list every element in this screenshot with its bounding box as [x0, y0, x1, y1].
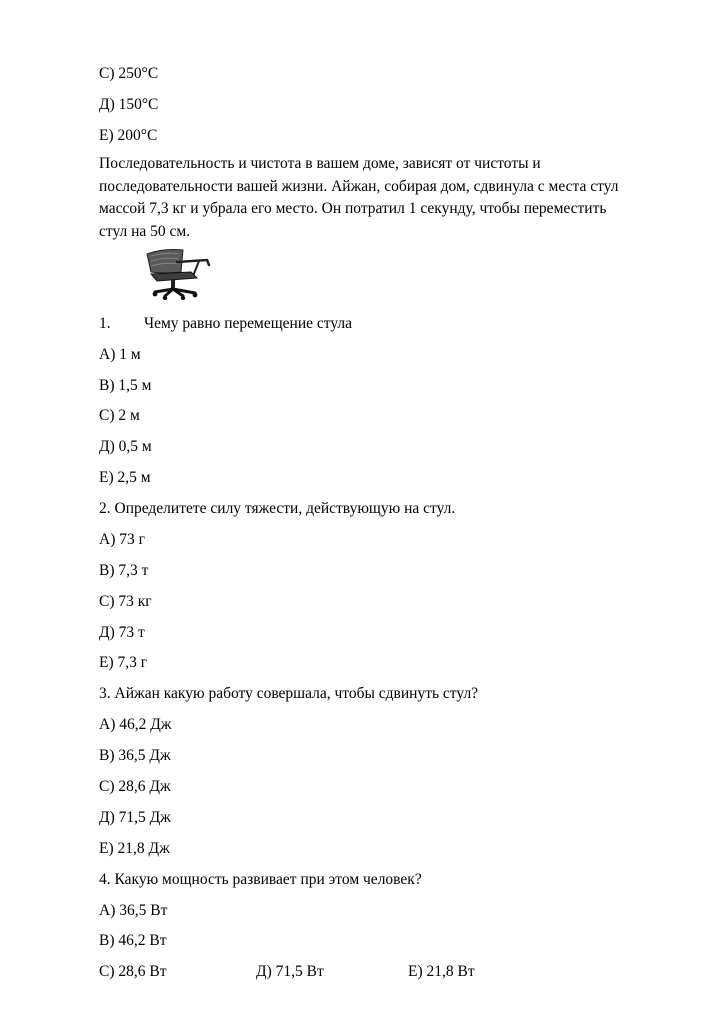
intro-line: Последовательность и чистота в вашем доме, зависят от чистоты и [99, 155, 541, 172]
question-1-text: Чему равно перемещение стула [144, 315, 353, 332]
q1-option-e: Е) 2,5 м [99, 469, 151, 486]
q2-option-d: Д) 73 т [99, 624, 145, 641]
prev-option-d: Д) 150°С [99, 96, 159, 113]
q3-option-e: Е) 21,8 Дж [99, 840, 170, 857]
q1-option-c: С) 2 м [99, 407, 140, 424]
q2-option-e: Е) 7,3 г [99, 654, 148, 671]
question-4: 4. Какую мощность развивает при этом человек? [99, 871, 422, 888]
q1-option-d: Д) 0,5 м [99, 438, 152, 455]
q2-option-c: С) 73 кг [99, 593, 152, 610]
q2-option-b: В) 7,3 т [99, 562, 149, 579]
prev-option-e: Е) 200°С [99, 127, 158, 144]
q4-option-b: В) 46,2 Вт [99, 932, 167, 949]
q1-option-a: А) 1 м [99, 346, 141, 363]
intro-line: стул на 50 см. [99, 222, 191, 240]
q4-option-a: А) 36,5 Вт [99, 902, 168, 919]
question-1-number: 1. [99, 315, 111, 332]
q3-option-b: В) 36,5 Дж [99, 747, 171, 764]
q4-option-d: Д) 71,5 Вт [256, 963, 324, 980]
q3-option-c: С) 28,6 Дж [99, 778, 171, 795]
intro-line: массой 7,3 кг и убрала его место. Он потратил 1 секунду, чтобы переместить [99, 200, 607, 217]
q2-option-a: А) 73 г [99, 531, 145, 548]
question-3: 3. Айжан какую работу совершала, чтобы сдвинуть стул? [99, 685, 479, 702]
q3-option-d: Д) 71,5 Дж [99, 809, 171, 826]
q4-option-e: Е) 21,8 Вт [408, 963, 475, 980]
question-2: 2. Определитете силу тяжести, действующую на стул. [99, 500, 456, 517]
q4-option-c: С) 28,6 Вт [99, 963, 167, 980]
intro-paragraph [99, 153, 699, 243]
prev-option-c: С) 250°С [99, 65, 159, 82]
q1-option-b: В) 1,5 м [99, 377, 152, 394]
intro-line: последовательности вашей жизни. Айжан, собирая дом, сдвинула с места стул [99, 177, 619, 195]
office-chair-icon [137, 248, 215, 300]
question-1 [99, 314, 499, 334]
q3-option-a: А) 46,2 Дж [99, 716, 172, 733]
